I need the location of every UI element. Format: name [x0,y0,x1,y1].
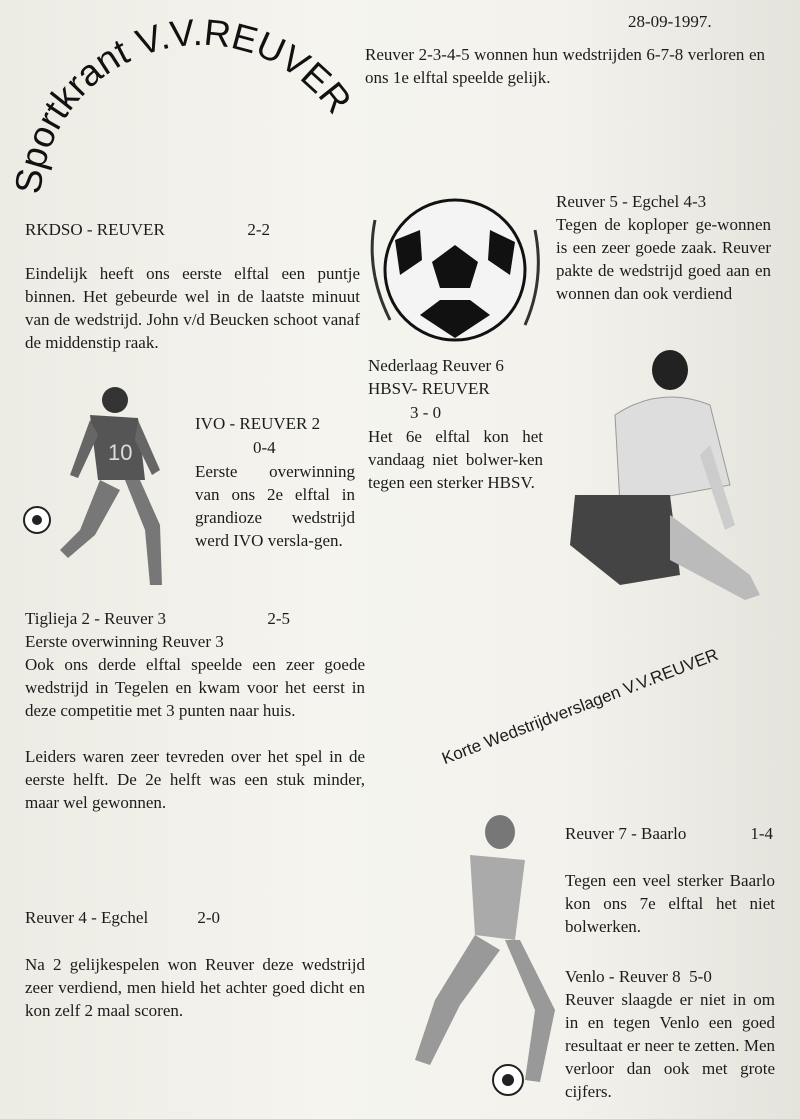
report-2-text: Eerste overwinning van ons 2e elftal in grandioze wedstrijd werd IVO versla-gen. [195,462,355,550]
report-6-score: 3 - 0 [410,403,442,422]
report-8-text: Reuver slaagde er niet in om in en tegen Venlo een goed resultaat er neer te zetten. Men verloor dan ook met grote cijfers. [565,990,775,1101]
report-6-subtitle: HBSV- REUVER [368,379,490,398]
stretching-player-illustration [560,345,770,605]
svg-text:10: 10 [108,440,133,465]
date: 28-09-1997. [628,12,712,31]
intro-text: Reuver 2-3-4-5 wonnen hun wedstrijden 6-7-8 verloren en ons 1e elftal speelde gelijk. [365,45,765,87]
report-2-match: IVO - REUVER 2 [195,414,321,433]
running-player-illustration [395,810,565,1100]
report-3-subtitle: Eerste overwinning Reuver 3 [25,632,224,651]
report-4-header: Reuver 4 - Egchel 2-0 [25,908,220,927]
report-8-header: Venlo - Reuver 8 5-0 [565,967,712,986]
report-3-header: Tiglieja 2 - Reuver 3 2-5 [25,609,290,628]
report-3-text-2: Leiders waren zeer tevreden over het spel in de eerste helft. De 2e helft was een stuk minder, maar wel gewonnen. [25,747,365,812]
report-6-match: Nederlaag Reuver 6 [368,356,504,375]
report-1-text: Eindelijk heeft ons eerste elftal een puntje binnen. Het gebeurde wel in de laatste minuut van de wedstrijd. John v/d Beucken schoot vanaf de middenstip raak. [25,264,360,352]
report-3-text: Ook ons derde elftal speelde een zeer goede wedstrijd in Tegelen en kwam voor het eerst in deze competitie met 3 punten naar huis. [25,655,365,720]
report-1-header: RKDSO - REUVER 2-2 [25,220,270,239]
soccer-player-illustration [20,380,190,600]
report-5-text: Tegen de koploper ge-wonnen is een zeer goede zaak. Reuver pakte de wedstrijd goed aan en wonnen dan ook verdiend [556,215,771,303]
report-2-score: 0-4 [253,438,276,457]
report-4-text: Na 2 gelijkespelen won Reuver deze wedstrijd zeer verdiend, men hield het achter goed dicht en kon zelf 2 maal scoren. [25,955,365,1020]
report-7-text: Tegen een veel sterker Baarlo kon ons 7e elftal het niet bolwerken. [565,871,775,936]
report-5-match: Reuver 5 - Egchel 4-3 [556,192,707,211]
report-6-text: Het 6e elftal kon het vandaag niet bolwer-ken tegen een sterker HBSV. [368,427,543,492]
section-title: Korte Wedstrijdverslagen V.V.REUVER [439,644,721,769]
soccer-ball-illustration [360,190,550,350]
report-7-header: Reuver 7 - Baarlo 1-4 [565,824,773,843]
masthead-text: Sportkrant V.V.REUVER [7,11,360,197]
masthead-arc [0,0,400,210]
